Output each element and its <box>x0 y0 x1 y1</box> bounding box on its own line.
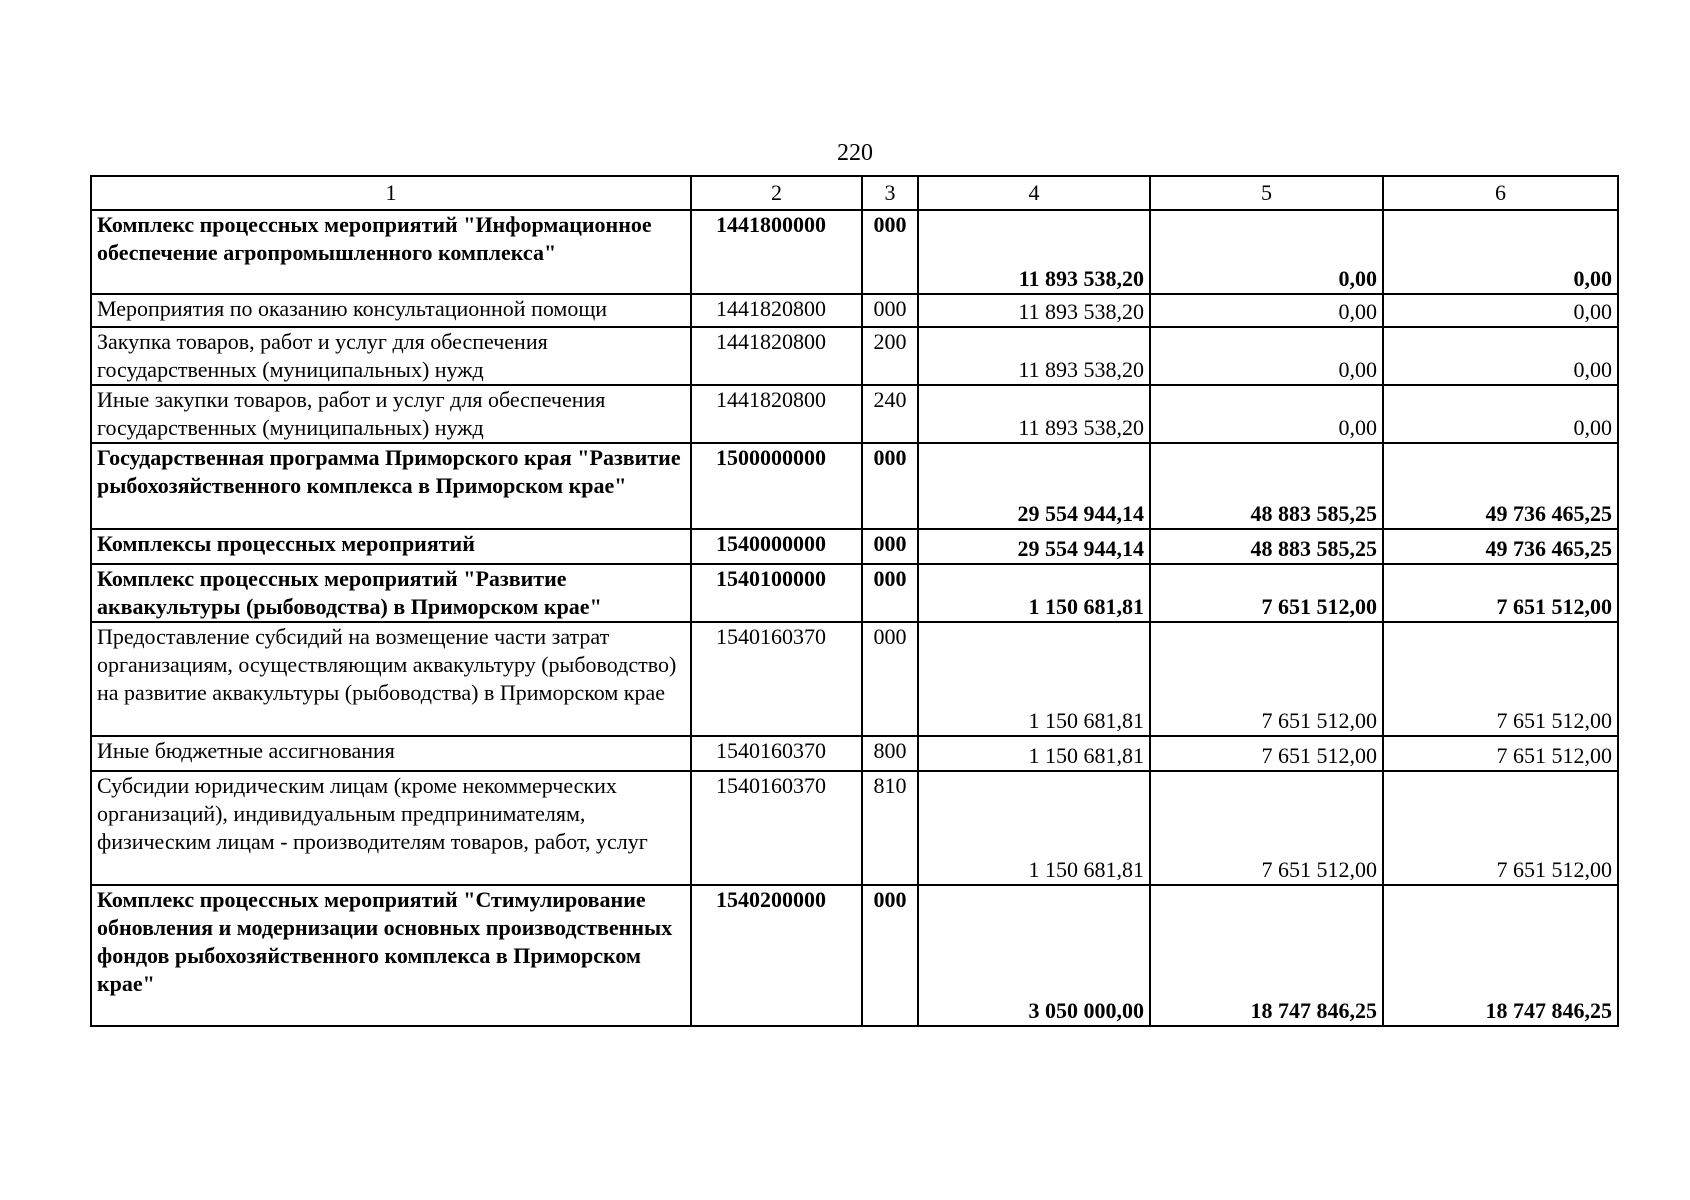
row-value-3: 0,00 <box>1383 327 1618 385</box>
row-type: 000 <box>862 443 918 529</box>
row-value-2: 48 883 585,25 <box>1150 529 1383 564</box>
row-value-3: 7 651 512,00 <box>1383 736 1618 771</box>
row-value-2: 7 651 512,00 <box>1150 622 1383 736</box>
row-value-3: 7 651 512,00 <box>1383 564 1618 622</box>
row-type: 800 <box>862 736 918 771</box>
header-cell-2: 2 <box>691 176 862 210</box>
page-number: 220 <box>837 140 873 166</box>
table-row <box>91 443 1618 529</box>
table-row <box>91 622 1618 736</box>
row-value-3: 7 651 512,00 <box>1383 771 1618 885</box>
row-value-3: 7 651 512,00 <box>1383 622 1618 736</box>
header-cell-6: 6 <box>1383 176 1618 210</box>
row-name: Субсидии юридическим лицам (кроме некоммерческих организаций), индивидуальным предпринимателям, физическим лицам - производителям товаров, работ, услуг <box>91 771 691 885</box>
row-type: 000 <box>862 885 918 1026</box>
row-value-2: 0,00 <box>1150 327 1383 385</box>
row-type: 810 <box>862 771 918 885</box>
row-code: 1441820800 <box>691 294 862 327</box>
row-name: Комплекс процессных мероприятий "Развитие аквакультуры (рыбоводства) в Приморском крае" <box>91 564 691 622</box>
row-code: 1441800000 <box>691 210 862 294</box>
row-value-1: 11 893 538,20 <box>918 294 1150 327</box>
row-value-2: 48 883 585,25 <box>1150 443 1383 529</box>
row-name: Комплекс процессных мероприятий "Информационное обеспечение агропромышленного комплекса" <box>91 210 691 294</box>
row-code: 1540160370 <box>691 771 862 885</box>
row-value-1: 3 050 000,00 <box>918 885 1150 1026</box>
row-name: Государственная программа Приморского края "Развитие рыбохозяйственного комплекса в Приморском крае" <box>91 443 691 529</box>
row-type: 200 <box>862 327 918 385</box>
row-type: 000 <box>862 564 918 622</box>
row-value-3: 0,00 <box>1383 294 1618 327</box>
row-code: 1540000000 <box>691 529 862 564</box>
row-code: 1441820800 <box>691 385 862 443</box>
row-type: 000 <box>862 294 918 327</box>
row-value-1: 29 554 944,14 <box>918 443 1150 529</box>
row-value-1: 11 893 538,20 <box>918 327 1150 385</box>
row-name: Закупка товаров, работ и услуг для обеспечения государственных (муниципальных) нужд <box>91 327 691 385</box>
row-value-3: 0,00 <box>1383 385 1618 443</box>
row-code: 1540160370 <box>691 736 862 771</box>
row-value-1: 1 150 681,81 <box>918 736 1150 771</box>
table-row <box>91 736 1618 771</box>
row-type: 000 <box>862 210 918 294</box>
table-row <box>91 771 1618 885</box>
row-value-2: 0,00 <box>1150 210 1383 294</box>
row-name: Комплексы процессных мероприятий <box>91 529 691 564</box>
row-value-2: 7 651 512,00 <box>1150 771 1383 885</box>
row-value-2: 0,00 <box>1150 294 1383 327</box>
table-row <box>91 210 1618 294</box>
table-row <box>91 564 1618 622</box>
row-name: Иные бюджетные ассигнования <box>91 736 691 771</box>
row-value-3: 18 747 846,25 <box>1383 885 1618 1026</box>
table-row <box>91 385 1618 443</box>
row-value-3: 0,00 <box>1383 210 1618 294</box>
row-value-3: 49 736 465,25 <box>1383 443 1618 529</box>
row-code: 1500000000 <box>691 443 862 529</box>
header-cell-3: 3 <box>862 176 918 210</box>
row-name: Комплекс процессных мероприятий "Стимулирование обновления и модернизации основных производственных фондов рыбохозяйственного комплекса в Приморском крае" <box>91 885 691 1026</box>
row-code: 1540100000 <box>691 564 862 622</box>
table-row <box>91 529 1618 564</box>
row-value-1: 1 150 681,81 <box>918 771 1150 885</box>
row-name: Иные закупки товаров, работ и услуг для обеспечения государственных (муниципальных) нужд <box>91 385 691 443</box>
table-row <box>91 327 1618 385</box>
row-value-2: 7 651 512,00 <box>1150 564 1383 622</box>
header-cell-5: 5 <box>1150 176 1383 210</box>
row-type: 000 <box>862 622 918 736</box>
row-value-2: 7 651 512,00 <box>1150 736 1383 771</box>
row-value-3: 49 736 465,25 <box>1383 529 1618 564</box>
row-value-2: 18 747 846,25 <box>1150 885 1383 1026</box>
header-cell-1: 1 <box>91 176 691 210</box>
row-value-1: 11 893 538,20 <box>918 210 1150 294</box>
budget-table <box>90 175 1619 1027</box>
row-value-1: 29 554 944,14 <box>918 529 1150 564</box>
row-value-1: 1 150 681,81 <box>918 622 1150 736</box>
row-value-1: 1 150 681,81 <box>918 564 1150 622</box>
row-code: 1540160370 <box>691 622 862 736</box>
row-code: 1540200000 <box>691 885 862 1026</box>
header-cell-4: 4 <box>918 176 1150 210</box>
row-type: 240 <box>862 385 918 443</box>
row-type: 000 <box>862 529 918 564</box>
row-name: Предоставление субсидий на возмещение части затрат организациям, осуществляющим аквакультуру (рыбоводство) на развитие аквакультуры (рыбоводства) в Приморском крае <box>91 622 691 736</box>
row-value-1: 11 893 538,20 <box>918 385 1150 443</box>
row-value-2: 0,00 <box>1150 385 1383 443</box>
table-row <box>91 294 1618 327</box>
header-row <box>91 176 1618 210</box>
row-code: 1441820800 <box>691 327 862 385</box>
table-row <box>91 885 1618 1026</box>
row-name: Мероприятия по оказанию консультационной помощи <box>91 294 691 327</box>
